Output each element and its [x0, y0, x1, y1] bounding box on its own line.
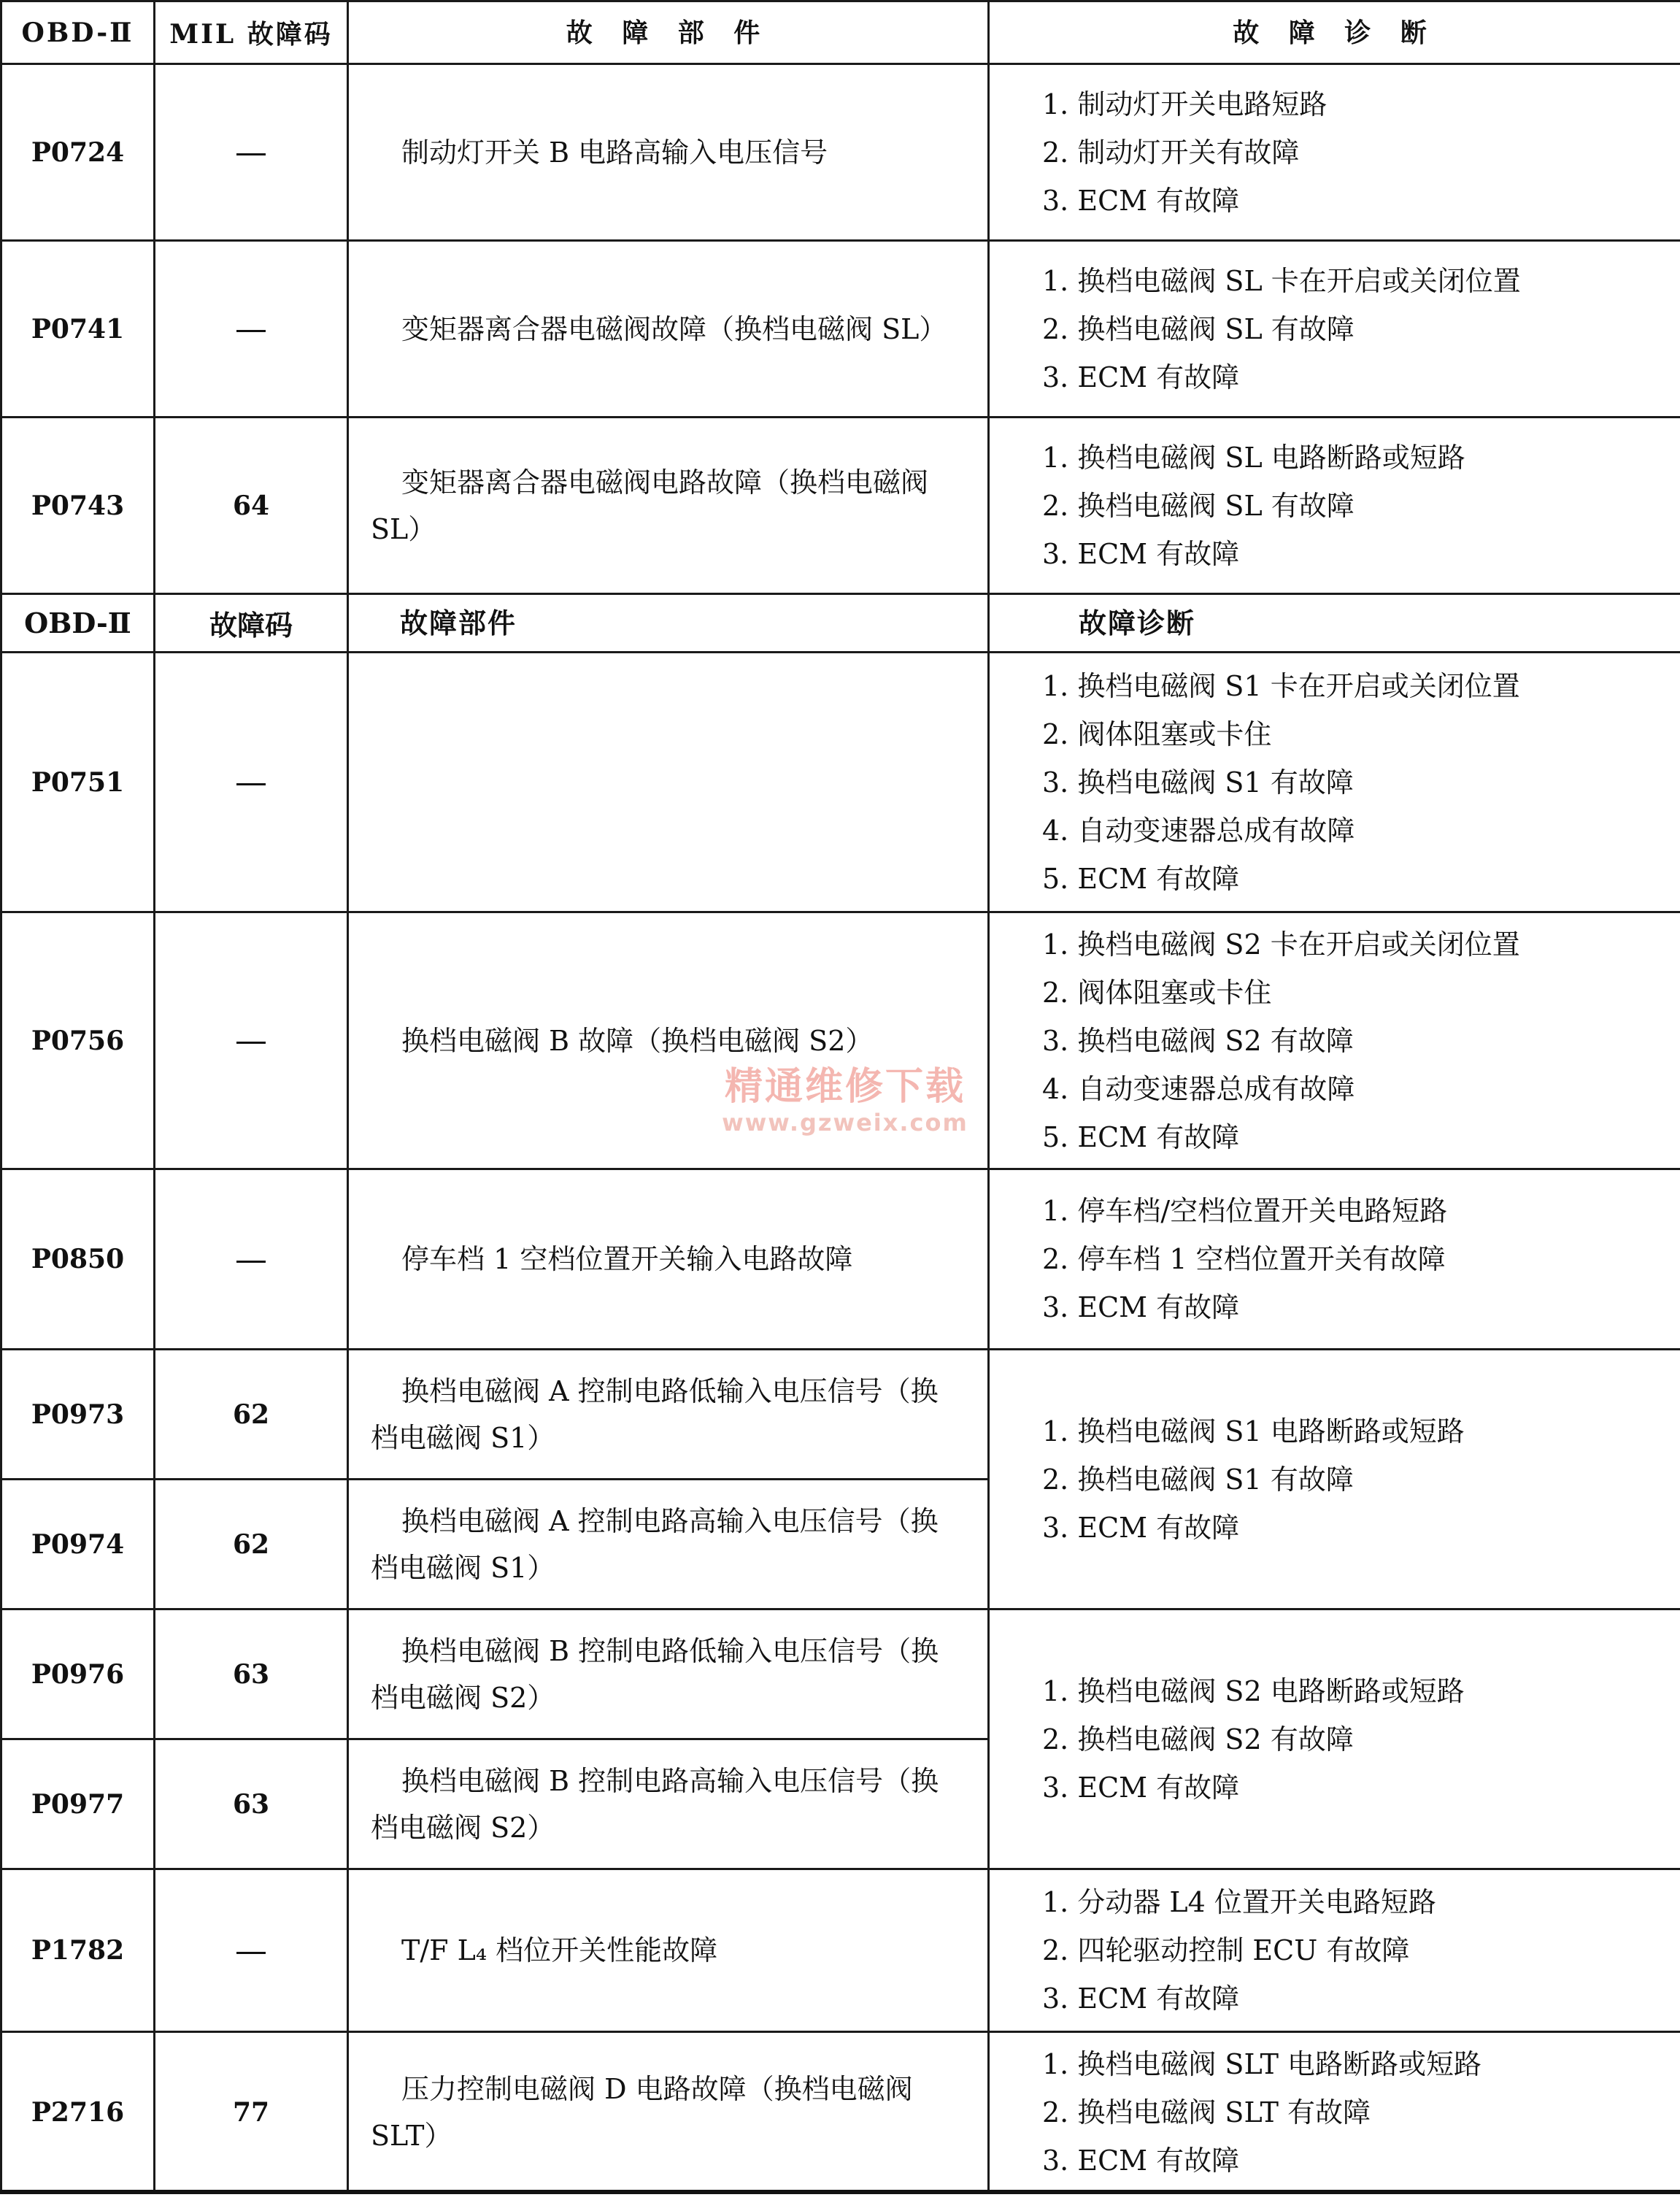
diagnosis-item: 3. ECM 有故障: [1042, 1982, 1240, 2015]
header-mil: MIL 故障码: [155, 1, 348, 64]
diagnosis-item: 1. 换档电磁阀 S1 电路断路或短路: [1042, 1415, 1465, 1447]
header-component: 故 障 部 件: [348, 1, 989, 64]
diagnosis-item: 1. 换档电磁阀 SL 卡在开启或关闭位置: [1042, 264, 1521, 297]
diagnosis-item: 5. ECM 有故障: [1042, 862, 1240, 895]
dash-mark: [236, 330, 266, 332]
diagnosis-cell: [989, 1169, 1680, 1350]
component-cell: 换档电磁阀 B 控制电路高输入电压信号（换档电磁阀 S2）: [348, 1739, 989, 1869]
diagnosis-item: 3. ECM 有故障: [1042, 184, 1240, 217]
diagnosis-item: 1. 换档电磁阀 S1 卡在开启或关闭位置: [1042, 669, 1520, 702]
bottom-rule: [0, 2190, 1680, 2194]
diagnosis-item: 1. 制动灯开关电路短路: [1042, 88, 1328, 120]
diagnosis-cell: [989, 653, 1680, 912]
header-obd: OBD-Ⅱ: [1, 1, 155, 64]
dash-mark: [236, 1042, 266, 1044]
dash-mark: [236, 783, 266, 785]
obd-code-cell: P0977: [1, 1739, 155, 1869]
diagnosis-item: 2. 停车档 1 空档位置开关有故障: [1042, 1243, 1446, 1275]
diagnosis-cell: [989, 912, 1680, 1169]
diagnosis-item: 1. 换档电磁阀 S2 卡在开启或关闭位置: [1042, 928, 1520, 961]
diagnosis-cell: [989, 1350, 1680, 1609]
diagnosis-item: 3. 换档电磁阀 S1 有故障: [1042, 766, 1354, 799]
mil-code-cell: 63: [155, 1739, 348, 1869]
diagnosis-cell: [989, 1609, 1680, 1869]
mil-code-cell: [155, 241, 348, 418]
obd-code-cell: P0741: [1, 241, 155, 418]
mil-code-cell: 62: [155, 1480, 348, 1609]
table-row: [1, 1609, 1680, 1739]
obd-code-cell: P0850: [1, 1169, 155, 1350]
diagnosis-item: 1. 换档电磁阀 SL 电路断路或短路: [1042, 441, 1465, 474]
table-row: [1, 2032, 1680, 2193]
obd-code-cell: P0724: [1, 64, 155, 241]
table-subheader: [1, 594, 1680, 653]
obd-code-cell: P0756: [1, 912, 155, 1169]
diagnosis-cell: [989, 418, 1680, 594]
table-row: [1, 418, 1680, 594]
diagnosis-item: 3. ECM 有故障: [1042, 1511, 1240, 1544]
diagnosis-item: 2. 换档电磁阀 SLT 有故障: [1042, 2096, 1371, 2128]
diagnosis-item: 5. ECM 有故障: [1042, 1120, 1240, 1153]
diagnosis-item: 1. 停车档/空档位置开关电路短路: [1042, 1195, 1448, 1227]
component-cell: 换档电磁阀 B 故障（换档电磁阀 S2）: [348, 912, 989, 1169]
diagnosis-item: 2. 阀体阻塞或卡住: [1042, 718, 1272, 750]
obd-code-cell: P0743: [1, 418, 155, 594]
component-cell: 制动灯开关 B 电路高输入电压信号: [348, 64, 989, 241]
diagnosis-item: 2. 制动灯开关有故障: [1042, 136, 1300, 169]
mil-code-cell: 64: [155, 418, 348, 594]
diagnosis-item: 4. 自动变速器总成有故障: [1042, 814, 1355, 847]
diagnosis-item: 2. 换档电磁阀 SL 有故障: [1042, 312, 1355, 345]
table-row: [1, 653, 1680, 912]
watermark-text: 精通维修下载: [724, 1065, 966, 1109]
mil-code-cell: 63: [155, 1609, 348, 1739]
table-header: [1, 1, 1680, 64]
table-row: [1, 1869, 1680, 2032]
mil-code-cell: [155, 64, 348, 241]
component-cell: 变矩器离合器电磁阀电路故障（换档电磁阀 SL）: [348, 418, 989, 594]
diagnosis-item: 3. ECM 有故障: [1042, 1291, 1240, 1323]
component-cell: 变矩器离合器电磁阀故障（换档电磁阀 SL）: [348, 241, 989, 418]
header-mil: 故障码: [155, 594, 348, 653]
dash-mark: [236, 1261, 266, 1263]
component-cell: 换档电磁阀 B 控制电路低输入电压信号（换档电磁阀 S2）: [348, 1609, 989, 1739]
component-cell: T/F L₄ 档位开关性能故障: [348, 1869, 989, 2032]
obd-code-cell: P0973: [1, 1350, 155, 1480]
mil-code-cell: [155, 1169, 348, 1350]
obd-code-cell: P2716: [1, 2032, 155, 2193]
obd-code-cell: P1782: [1, 1869, 155, 2032]
diagnosis-item: 1. 换档电磁阀 SLT 电路断路或短路: [1042, 2047, 1482, 2080]
diagnosis-item: 2. 四轮驱动控制 ECU 有故障: [1042, 1934, 1410, 1966]
obd-code-cell: P0976: [1, 1609, 155, 1739]
diagnosis-item: 3. ECM 有故障: [1042, 537, 1240, 570]
table-row: [1, 1350, 1680, 1480]
header-obd: OBD-Ⅱ: [1, 594, 155, 653]
diagnosis-item: 2. 阀体阻塞或卡住: [1042, 976, 1272, 1009]
watermark: [714, 1064, 976, 1136]
mil-code-cell: 62: [155, 1350, 348, 1480]
mil-code-cell: 77: [155, 2032, 348, 2193]
diagnosis-item: 1. 换档电磁阀 S2 电路断路或短路: [1042, 1674, 1465, 1707]
table-row: [1, 1169, 1680, 1350]
component-cell: 停车档 1 空档位置开关输入电路故障: [348, 1169, 989, 1350]
mil-code-cell: [155, 912, 348, 1169]
diagnosis-item: 2. 换档电磁阀 S1 有故障: [1042, 1463, 1354, 1496]
watermark-url: www.gzweix.com: [722, 1109, 968, 1136]
diagnosis-item: 2. 换档电磁阀 SL 有故障: [1042, 489, 1355, 522]
table-row: [1, 241, 1680, 418]
diagnosis-item: 3. ECM 有故障: [1042, 361, 1240, 393]
table-row: [1, 64, 1680, 241]
dash-mark: [236, 1952, 266, 1954]
component-cell: 换档电磁阀 A 控制电路高输入电压信号（换档电磁阀 S1）: [348, 1480, 989, 1609]
diagnosis-cell: [989, 64, 1680, 241]
obd-code-cell: P0751: [1, 653, 155, 912]
component-cell: 压力控制电磁阀 D 电路故障（换档电磁阀 SLT）: [348, 2032, 989, 2193]
mil-code-cell: [155, 1869, 348, 2032]
diagnosis-cell: [989, 1869, 1680, 2032]
header-component: 故障部件: [348, 594, 989, 653]
mil-code-cell: [155, 653, 348, 912]
dash-mark: [236, 153, 266, 155]
component-cell: [348, 653, 989, 912]
diagnosis-cell: [989, 2032, 1680, 2193]
diagnosis-item: 3. 换档电磁阀 S2 有故障: [1042, 1024, 1354, 1057]
diagnosis-item: 4. 自动变速器总成有故障: [1042, 1072, 1355, 1105]
obd-code-cell: P0974: [1, 1480, 155, 1609]
diagnosis-item: 1. 分动器 L4 位置开关电路短路: [1042, 1886, 1436, 1918]
diagnosis-item: 3. ECM 有故障: [1042, 2144, 1240, 2177]
component-cell: 换档电磁阀 A 控制电路低输入电压信号（换档电磁阀 S1）: [348, 1350, 989, 1480]
header-diagnosis: 故障诊断: [989, 594, 1680, 653]
header-diagnosis: 故 障 诊 断: [989, 1, 1680, 64]
diagnosis-item: 2. 换档电磁阀 S2 有故障: [1042, 1723, 1354, 1755]
diagnosis-cell: [989, 241, 1680, 418]
diagnosis-item: 3. ECM 有故障: [1042, 1771, 1240, 1804]
